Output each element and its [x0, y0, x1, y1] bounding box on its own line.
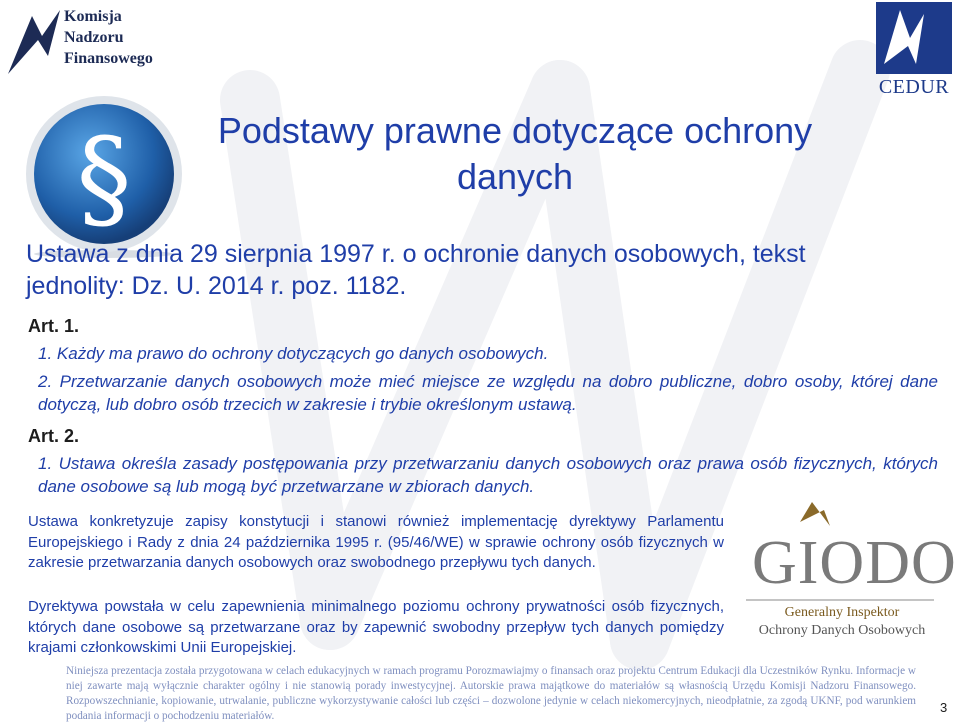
paragraph-implementation: Ustawa konkretyzuje zapisy konstytucji i stanowi również implementację dyrektywy Parlamentu Europejskiego i Rady z dnia 24 października 1995 r. (95/46/WE) w sprawie ochrony osób fizycznych w zakresie przetwarzania danych osobowych oraz swobodnego przepływu tych danych. [28, 513, 724, 571]
article-2-item-1 [38, 452, 938, 498]
item-text: Ustawa określa zasady postępowania przy przetwarzaniu danych osobowych oraz prawa osób fizycznych, których dane osobowe są lub mogą być przetwarzane w zbiorach danych. [38, 454, 938, 496]
article-1-item-1 [38, 342, 938, 365]
law-reference: Ustawa z dnia 29 sierpnia 1997 r. o ochronie danych osobowych, tekst jednolity: Dz. U. 2014 r. poz. 1182. [26, 240, 806, 300]
item-number: 1. [38, 454, 53, 473]
svg-text:§: § [76, 114, 132, 242]
article-2-heading: Art. 2. [28, 426, 80, 446]
article-1-item-2 [38, 370, 938, 416]
page-number: 3 [940, 700, 948, 715]
knf-line-2: Nadzoru [64, 29, 124, 46]
giodo-subtitle [742, 604, 942, 640]
footer-disclaimer: Niniejsza prezentacja została przygotowana w celach edukacyjnych w ramach programu Porozmawiajmy o finansach oraz projektu Centrum Edukacji dla Uczestników Rynku. Informacje w niej zawarte mają wyłącznie charakter ogólny i nie stanowią porady inwestycyjnej. Autorskie prawa majątkowe do materiałów są własnością Urzędu Komisji Nadzoru Finansowego. Rozpowszechnianie, kopiowanie, utrwalanie, publiczne wykorzystywanie całości lub części – dozwolone jedynie w celach niekomercyjnych, nieodpłatnie, za zgodą UKNF, pod warunkiem podania informacji o pochodzeniu materiałów. [66, 665, 916, 722]
item-text: Każdy ma prawo do ochrony dotyczących go danych osobowych. [56, 344, 549, 363]
giodo-subtitle-line-1: Generalny Inspektor [784, 605, 900, 620]
paragraph-directive: Dyrektywa powstała w celu zapewnienia minimalnego poziomu ochrony prywatności osób fizycznych, których dane osobowe są przetwarzane oraz by zapewnić swobodny przepływ tych danych pomiędzy krajami członkowskimi Unii Europejskiej. [28, 598, 724, 656]
article-1-heading: Art. 1. [28, 316, 80, 336]
title-line-2: danych [456, 156, 574, 197]
cedur-logo-text: CEDUR [878, 76, 950, 98]
section-sign-icon [12, 88, 196, 258]
knf-line-1: Komisja [64, 8, 122, 25]
title-line-1: Podstawy prawne dotyczące ochrony [217, 110, 813, 151]
item-text: Przetwarzanie danych osobowych może mieć miejsce ze względu na dobro publiczne, dobro osoby, której dane dotyczą, lub dobro osób trzecich w zakresie i trybie określonym ustawą. [38, 372, 938, 414]
knf-logo-text [64, 6, 153, 69]
giodo-wordmark: GIODO [752, 529, 957, 597]
giodo-subtitle-line-2: Ochrony Danych Osobowych [758, 623, 926, 638]
item-number: 2. [38, 372, 53, 391]
knf-line-3: Finansowego [64, 50, 153, 67]
item-number: 1. [38, 344, 53, 363]
page-title [190, 108, 840, 200]
